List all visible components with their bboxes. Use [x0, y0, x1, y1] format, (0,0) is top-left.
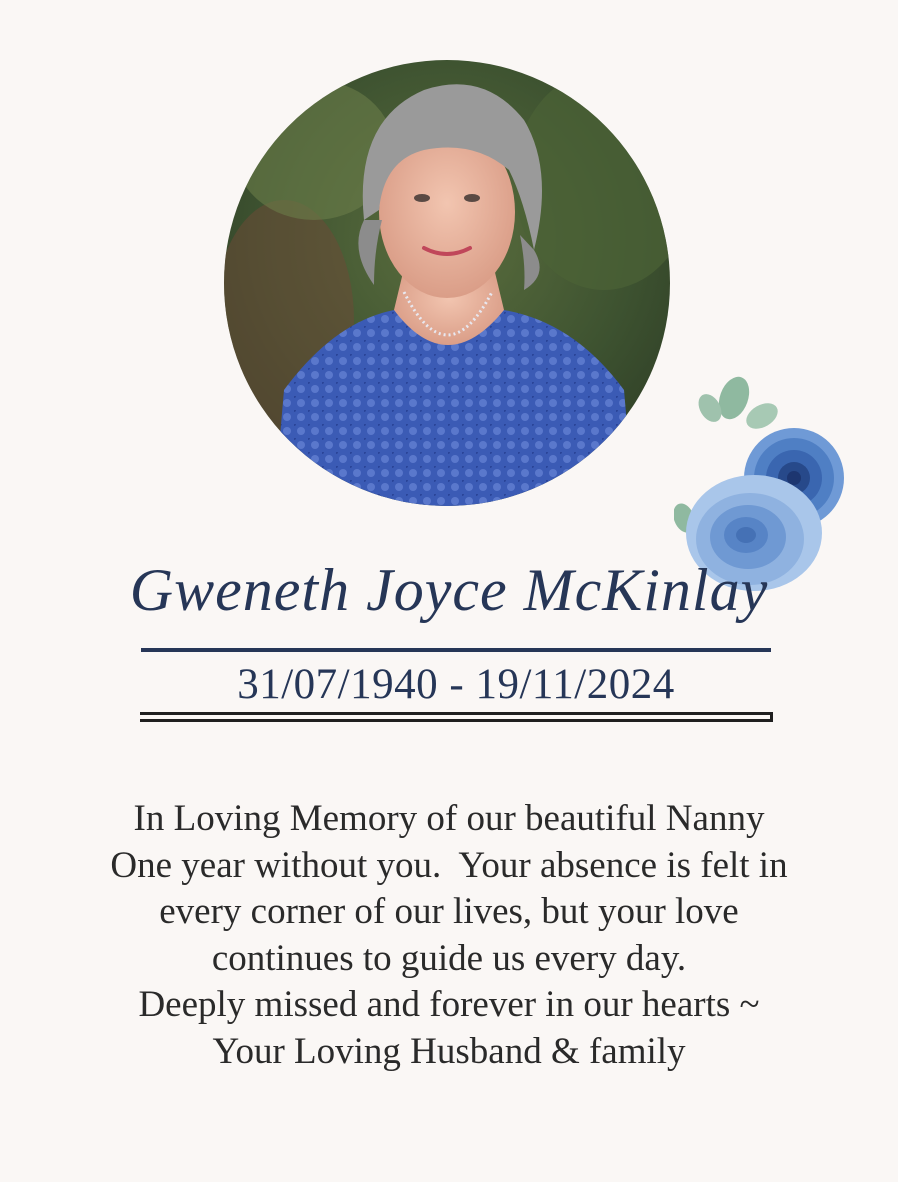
message-line: In Loving Memory of our beautiful Nanny — [133, 798, 765, 839]
message-line: Deeply missed and forever in our hearts ~ — [138, 984, 760, 1025]
message-line: continues to guide us every day. — [211, 937, 687, 979]
message-line: every corner of our lives, but your love — [159, 891, 739, 932]
message-line: Your Loving Husband & family — [212, 1030, 686, 1072]
memorial-message — [0, 796, 898, 1075]
memorial-name: Gweneth Joyce McKinlay — [129, 557, 769, 623]
portrait-photo — [224, 60, 670, 506]
message-line: One year without you. Your absence is felt in — [110, 844, 788, 886]
memorial-portrait — [224, 60, 674, 510]
memorial-dates: 31/07/1940 - 19/11/2024 — [237, 661, 675, 708]
dates-divider — [140, 712, 773, 722]
name-divider — [141, 648, 771, 652]
